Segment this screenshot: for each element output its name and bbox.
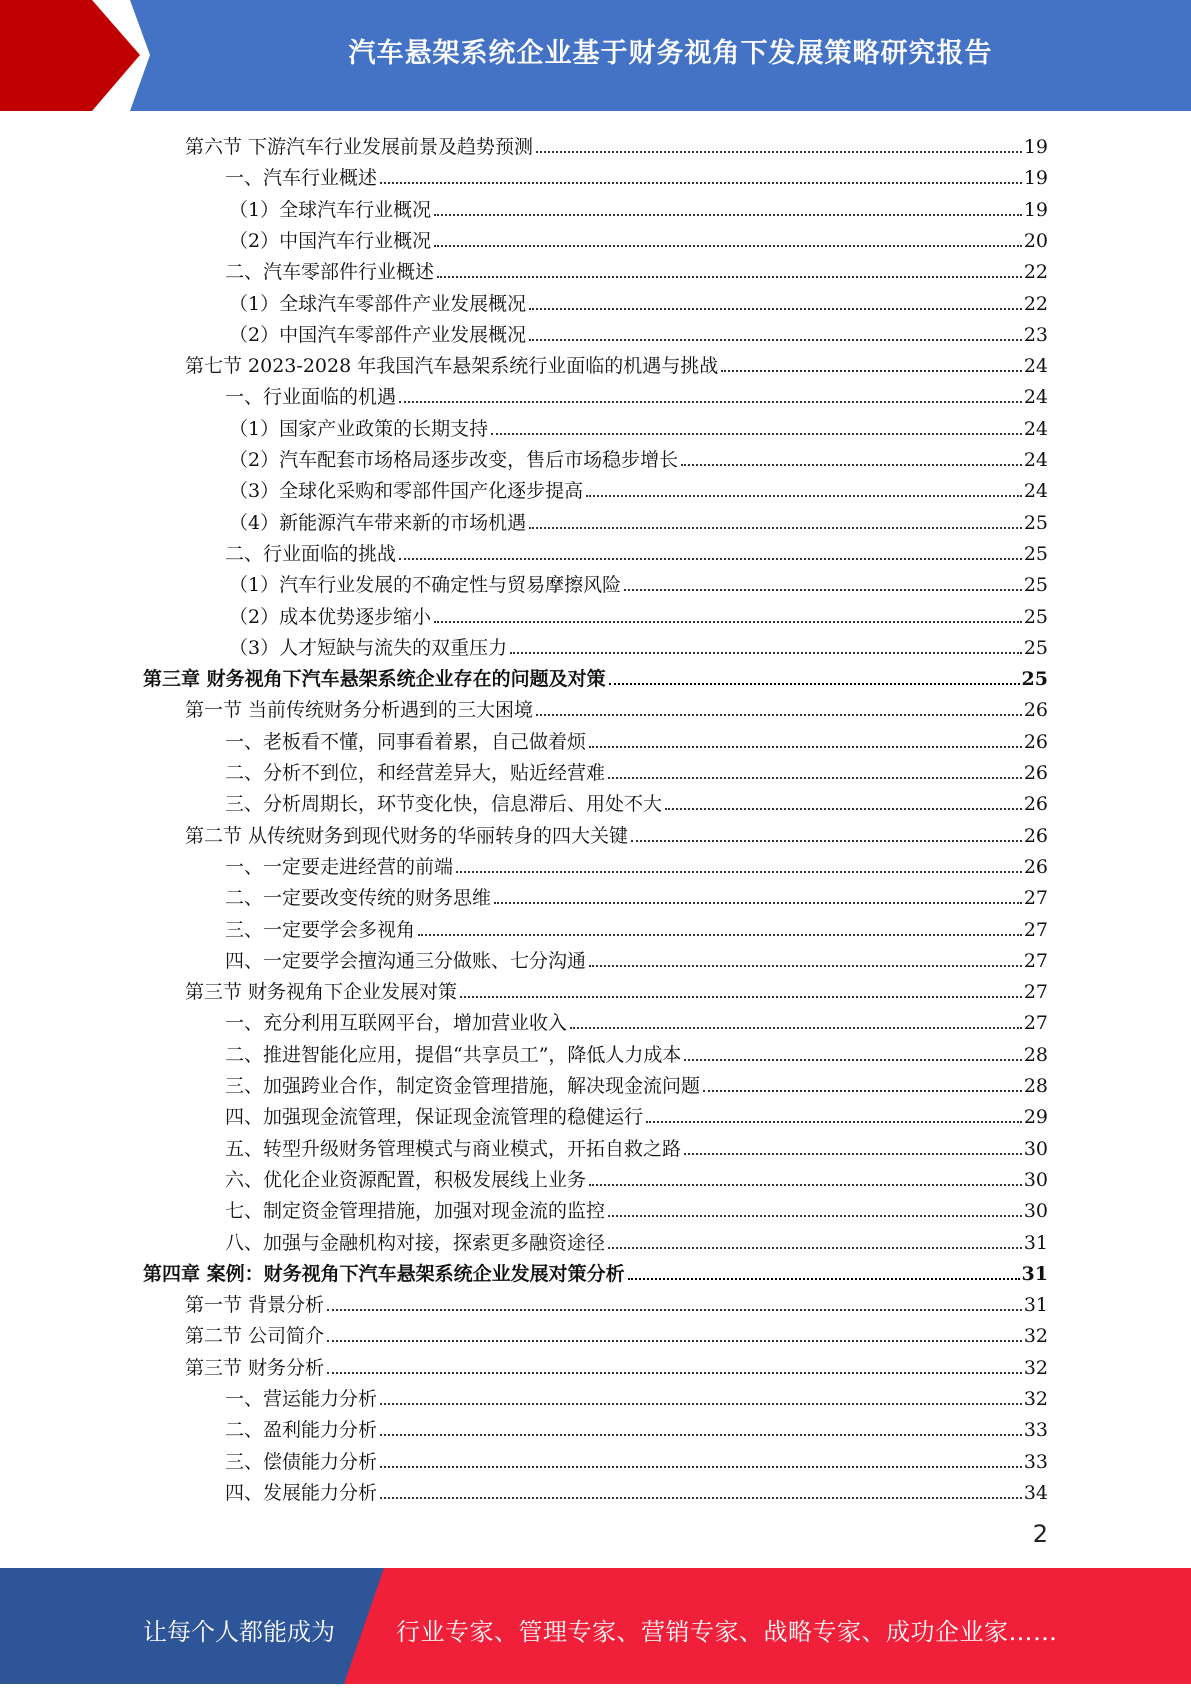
toc-leader-dots bbox=[608, 1215, 1022, 1217]
toc-entry bbox=[225, 910, 1048, 941]
toc-leader-dots bbox=[703, 1090, 1022, 1092]
toc-entry-page: 33 bbox=[1023, 1419, 1048, 1442]
toc-entry-title: 二、一定要改变传统的财务思维 bbox=[225, 887, 492, 910]
toc-entry-page: 27 bbox=[1023, 887, 1048, 910]
toc-entry bbox=[229, 190, 1048, 221]
toc-leader-dots bbox=[681, 464, 1022, 466]
toc-entry-title: 一、老板看不懂，同事看着累，自己做着烦 bbox=[225, 730, 587, 753]
toc-entry bbox=[225, 784, 1048, 815]
toc-entry-page: 24 bbox=[1023, 449, 1048, 471]
toc-entry bbox=[229, 565, 1048, 596]
toc-entry bbox=[185, 1348, 1048, 1379]
toc-entry bbox=[225, 1003, 1048, 1034]
toc-entry-title: 第三节 财务视角下企业发展对策 bbox=[185, 981, 458, 1004]
toc-entry-title: 一、汽车行业概述 bbox=[225, 167, 378, 190]
toc-leader-dots bbox=[437, 276, 1022, 278]
toc-entry-page: 26 bbox=[1023, 855, 1048, 878]
toc-entry bbox=[225, 534, 1048, 565]
toc-entry-title: 第三节 财务分析 bbox=[185, 1356, 325, 1379]
page-title: 汽车悬架系统企业基于财务视角下发展策略研究报告 bbox=[348, 37, 993, 69]
toc-entry-page: 29 bbox=[1023, 1106, 1048, 1129]
toc-entry bbox=[229, 315, 1048, 346]
toc-entry bbox=[143, 659, 1048, 690]
toc-entry bbox=[185, 127, 1048, 158]
toc-entry-title: 第六节 下游汽车行业发展前景及趋势预测 bbox=[185, 136, 534, 158]
toc-entry-title: 一、充分利用互联网平台，增加营业收入 bbox=[225, 1012, 568, 1035]
toc-entry-page: 25 bbox=[1023, 605, 1048, 628]
toc-entry bbox=[143, 1254, 1048, 1285]
toc-entry-page: 34 bbox=[1023, 1481, 1048, 1504]
toc-leader-dots bbox=[529, 308, 1022, 310]
toc-entry-page: 32 bbox=[1023, 1325, 1048, 1348]
toc-entry bbox=[225, 252, 1048, 283]
toc-entry-page: 19 bbox=[1023, 167, 1048, 190]
toc-entry-title: 第七节 2023-2028 年我国汽车悬架系统行业面临的机遇与挑战 bbox=[185, 355, 719, 378]
toc-entry-page: 28 bbox=[1023, 1043, 1048, 1066]
toc-entry-title: 第二节 从传统财务到现代财务的华丽转身的四大关键 bbox=[185, 824, 629, 847]
toc-entry bbox=[229, 597, 1048, 628]
toc-leader-dots bbox=[460, 996, 1022, 998]
toc-leader-dots bbox=[589, 1184, 1022, 1186]
toc-entry-title: （2）中国汽车行业概况 bbox=[229, 229, 432, 252]
toc-entry-title: 第二节 公司简介 bbox=[185, 1325, 325, 1348]
toc-leader-dots bbox=[380, 1403, 1022, 1405]
toc-entry-title: （3）人才短缺与流失的双重压力 bbox=[229, 636, 508, 659]
toc-entry bbox=[225, 878, 1048, 909]
toc-entry-page: 30 bbox=[1023, 1200, 1048, 1223]
toc-entry-title: （2）汽车配套市场格局逐步改变，售后市场稳步增长 bbox=[229, 449, 679, 471]
toc-entry-title: 一、一定要走进经营的前端 bbox=[225, 855, 454, 878]
toc-entry-title: （3）全球化采购和零部件国产化逐步提高 bbox=[229, 480, 584, 503]
toc-entry bbox=[225, 1066, 1048, 1097]
toc-entry-page: 27 bbox=[1023, 1012, 1048, 1035]
toc-leader-dots bbox=[589, 965, 1022, 967]
toc-entry-title: （1）国家产业政策的长期支持 bbox=[229, 417, 489, 440]
toc-entry bbox=[225, 1473, 1048, 1504]
toc-entry bbox=[225, 753, 1048, 784]
toc-entry-page: 27 bbox=[1023, 949, 1048, 972]
toc-entry bbox=[225, 1097, 1048, 1128]
toc-entry-page: 26 bbox=[1023, 762, 1048, 784]
toc-entry-page: 25 bbox=[1023, 574, 1048, 597]
toc-entry bbox=[229, 409, 1048, 440]
toc-entry-page: 25 bbox=[1023, 542, 1048, 565]
toc-entry-page: 24 bbox=[1023, 480, 1048, 503]
toc-leader-dots bbox=[327, 1309, 1022, 1311]
toc-leader-dots bbox=[536, 151, 1022, 153]
toc-entry-title: 第四章 案例：财务视角下汽车悬架系统企业发展对策分析 bbox=[143, 1262, 625, 1285]
toc-entry-title: 四、发展能力分析 bbox=[225, 1481, 378, 1504]
toc-entry-title: 七、制定资金管理措施，加强对现金流的监控 bbox=[225, 1200, 606, 1223]
toc-leader-dots bbox=[380, 1434, 1022, 1436]
toc-entry-title: （1）全球汽车零部件产业发展概况 bbox=[229, 292, 527, 315]
toc-entry-page: 33 bbox=[1023, 1450, 1048, 1473]
toc-entry-page: 31 bbox=[1023, 1231, 1048, 1254]
footer-slogan-right: 行业专家、管理专家、营销专家、战略专家、成功企业家…… bbox=[396, 1618, 1058, 1646]
toc-entry-title: 第三章 财务视角下汽车悬架系统企业存在的问题及对策 bbox=[143, 668, 606, 691]
toc-entry-title: （1）全球汽车行业概况 bbox=[229, 198, 432, 221]
toc-entry bbox=[225, 1442, 1048, 1473]
toc-entry-page: 23 bbox=[1023, 323, 1048, 346]
toc-leader-dots bbox=[609, 683, 1020, 685]
toc-entry-title: 三、一定要学会多视角 bbox=[225, 918, 416, 941]
toc-entry-title: 二、推进智能化应用，提倡“共享员工”，降低人力成本 bbox=[225, 1043, 682, 1066]
toc-entry-title: 二、盈利能力分析 bbox=[225, 1419, 378, 1442]
toc-leader-dots bbox=[494, 902, 1022, 904]
toc-leader-dots bbox=[646, 1121, 1022, 1123]
toc-entry-title: 六、优化企业资源配置，积极发展线上业务 bbox=[225, 1168, 587, 1191]
toc-entry bbox=[229, 440, 1048, 471]
toc-entry bbox=[229, 284, 1048, 315]
toc-entry-page: 22 bbox=[1023, 292, 1048, 315]
toc-leader-dots bbox=[380, 1497, 1022, 1499]
toc-entry-page: 25 bbox=[1023, 511, 1048, 534]
toc-leader-dots bbox=[399, 401, 1022, 403]
toc-entry-page: 25 bbox=[1023, 636, 1048, 659]
footer-slogan-left: 让每个人都能成为 bbox=[143, 1618, 335, 1646]
toc-leader-dots bbox=[399, 558, 1022, 560]
toc-entry-page: 31 bbox=[1023, 1294, 1048, 1317]
toc-leader-dots bbox=[665, 808, 1022, 810]
toc-leader-dots bbox=[456, 871, 1022, 873]
page-number: 2 bbox=[1032, 1520, 1048, 1548]
toc-entry bbox=[225, 722, 1048, 753]
toc-leader-dots bbox=[586, 495, 1022, 497]
toc-entry-page: 19 bbox=[1023, 198, 1048, 221]
toc-entry-title: 第一节 背景分析 bbox=[185, 1294, 325, 1317]
toc-entry bbox=[225, 1129, 1048, 1160]
toc-entry bbox=[185, 346, 1048, 377]
toc-entry bbox=[229, 503, 1048, 534]
toc-entry-title: 第一节 当前传统财务分析遇到的三大困境 bbox=[185, 699, 534, 722]
toc-entry-title: （2）成本优势逐步缩小 bbox=[229, 605, 432, 628]
toc-entry-page: 26 bbox=[1023, 793, 1048, 816]
toc-leader-dots bbox=[418, 934, 1022, 936]
toc-entry-page: 26 bbox=[1023, 730, 1048, 753]
toc-entry-title: （1）汽车行业发展的不确定性与贸易摩擦风险 bbox=[229, 574, 622, 597]
toc-entry bbox=[225, 1410, 1048, 1441]
toc-leader-dots bbox=[608, 1247, 1022, 1249]
toc-leader-dots bbox=[491, 433, 1022, 435]
toc-leader-dots bbox=[434, 214, 1022, 216]
toc-leader-dots bbox=[536, 714, 1022, 716]
toc-entry bbox=[225, 377, 1048, 408]
toc-entry-title: 三、偿债能力分析 bbox=[225, 1450, 378, 1473]
toc-entry bbox=[225, 1035, 1048, 1066]
toc-entry bbox=[225, 1160, 1048, 1191]
toc-entry bbox=[185, 972, 1048, 1003]
toc-entry bbox=[225, 847, 1048, 878]
toc-entry bbox=[229, 471, 1048, 502]
toc-entry-page: 27 bbox=[1023, 981, 1048, 1004]
toc-leader-dots bbox=[380, 182, 1022, 184]
toc-leader-dots bbox=[529, 339, 1022, 341]
toc-leader-dots bbox=[589, 746, 1022, 748]
toc-leader-dots bbox=[327, 1372, 1022, 1374]
toc-entry-title: 一、行业面临的机遇 bbox=[225, 386, 397, 409]
toc-entry-title: 五、转型升级财务管理模式与商业模式，开拓自救之路 bbox=[225, 1137, 682, 1160]
toc-entry bbox=[185, 1316, 1048, 1347]
toc-leader-dots bbox=[434, 621, 1022, 623]
toc-entry bbox=[229, 628, 1048, 659]
toc-entry-page: 30 bbox=[1023, 1168, 1048, 1191]
toc-entry-page: 32 bbox=[1023, 1388, 1048, 1410]
toc-entry-page: 30 bbox=[1023, 1137, 1048, 1160]
toc-entry bbox=[225, 1223, 1048, 1254]
toc-entry-page: 28 bbox=[1023, 1075, 1048, 1097]
toc-entry-title: （2）中国汽车零部件产业发展概况 bbox=[229, 323, 527, 346]
toc-entry-title: 四、加强现金流管理，保证现金流管理的稳健运行 bbox=[225, 1106, 644, 1129]
toc-entry-page: 25 bbox=[1021, 668, 1048, 691]
toc-entry-title: 三、分析周期长，环节变化快，信息滞后、用处不大 bbox=[225, 793, 663, 816]
toc-leader-dots bbox=[570, 1027, 1022, 1029]
toc-leader-dots bbox=[631, 840, 1022, 842]
toc-entry-page: 32 bbox=[1023, 1356, 1048, 1379]
toc-entry-title: 八、加强与金融机构对接，探索更多融资途径 bbox=[225, 1231, 606, 1254]
toc-entry-title: （4）新能源汽车带来新的市场机遇 bbox=[229, 511, 527, 534]
toc-leader-dots bbox=[327, 1340, 1022, 1342]
toc-entry bbox=[185, 690, 1048, 721]
toc-leader-dots bbox=[510, 652, 1022, 654]
toc-leader-dots bbox=[529, 527, 1022, 529]
toc-entry-title: 二、行业面临的挑战 bbox=[225, 542, 397, 565]
toc-entry-page: 26 bbox=[1023, 824, 1048, 847]
toc-entry-page: 20 bbox=[1023, 229, 1048, 252]
toc-entry bbox=[229, 221, 1048, 252]
toc-entry-title: 三、加强跨业合作，制定资金管理措施，解决现金流问题 bbox=[225, 1075, 701, 1097]
toc-entry bbox=[225, 941, 1048, 972]
toc-leader-dots bbox=[608, 777, 1022, 779]
toc-entry-title: 二、汽车零部件行业概述 bbox=[225, 261, 435, 284]
toc-leader-dots bbox=[380, 1466, 1022, 1468]
toc-entry-title: 四、一定要学会擅沟通三分做账、七分沟通 bbox=[225, 949, 587, 972]
toc-entry-title: 一、营运能力分析 bbox=[225, 1388, 378, 1410]
toc-entry bbox=[185, 1285, 1048, 1316]
toc-entry-page: 24 bbox=[1023, 355, 1048, 378]
toc-entry-page: 26 bbox=[1023, 699, 1048, 722]
toc-leader-dots bbox=[684, 1153, 1022, 1155]
toc-entry-page: 24 bbox=[1023, 386, 1048, 409]
toc-leader-dots bbox=[434, 245, 1022, 247]
toc-entry bbox=[225, 1379, 1048, 1410]
toc-entry-page: 19 bbox=[1023, 136, 1048, 158]
toc-entry bbox=[225, 1191, 1048, 1222]
toc-leader-dots bbox=[628, 1278, 1020, 1280]
toc-entry-page: 27 bbox=[1023, 918, 1048, 941]
toc-leader-dots bbox=[684, 1059, 1021, 1061]
toc-leader-dots bbox=[721, 370, 1022, 372]
toc-entry-title: 二、分析不到位，和经营差异大，贴近经营难 bbox=[225, 762, 606, 784]
toc-entry bbox=[185, 816, 1048, 847]
toc-leader-dots bbox=[624, 589, 1022, 591]
toc-entry-page: 24 bbox=[1023, 417, 1048, 440]
toc-entry-page: 22 bbox=[1023, 261, 1048, 284]
page-header bbox=[0, 0, 1191, 111]
toc-entry-page: 31 bbox=[1021, 1262, 1048, 1285]
toc-entry bbox=[225, 158, 1048, 189]
